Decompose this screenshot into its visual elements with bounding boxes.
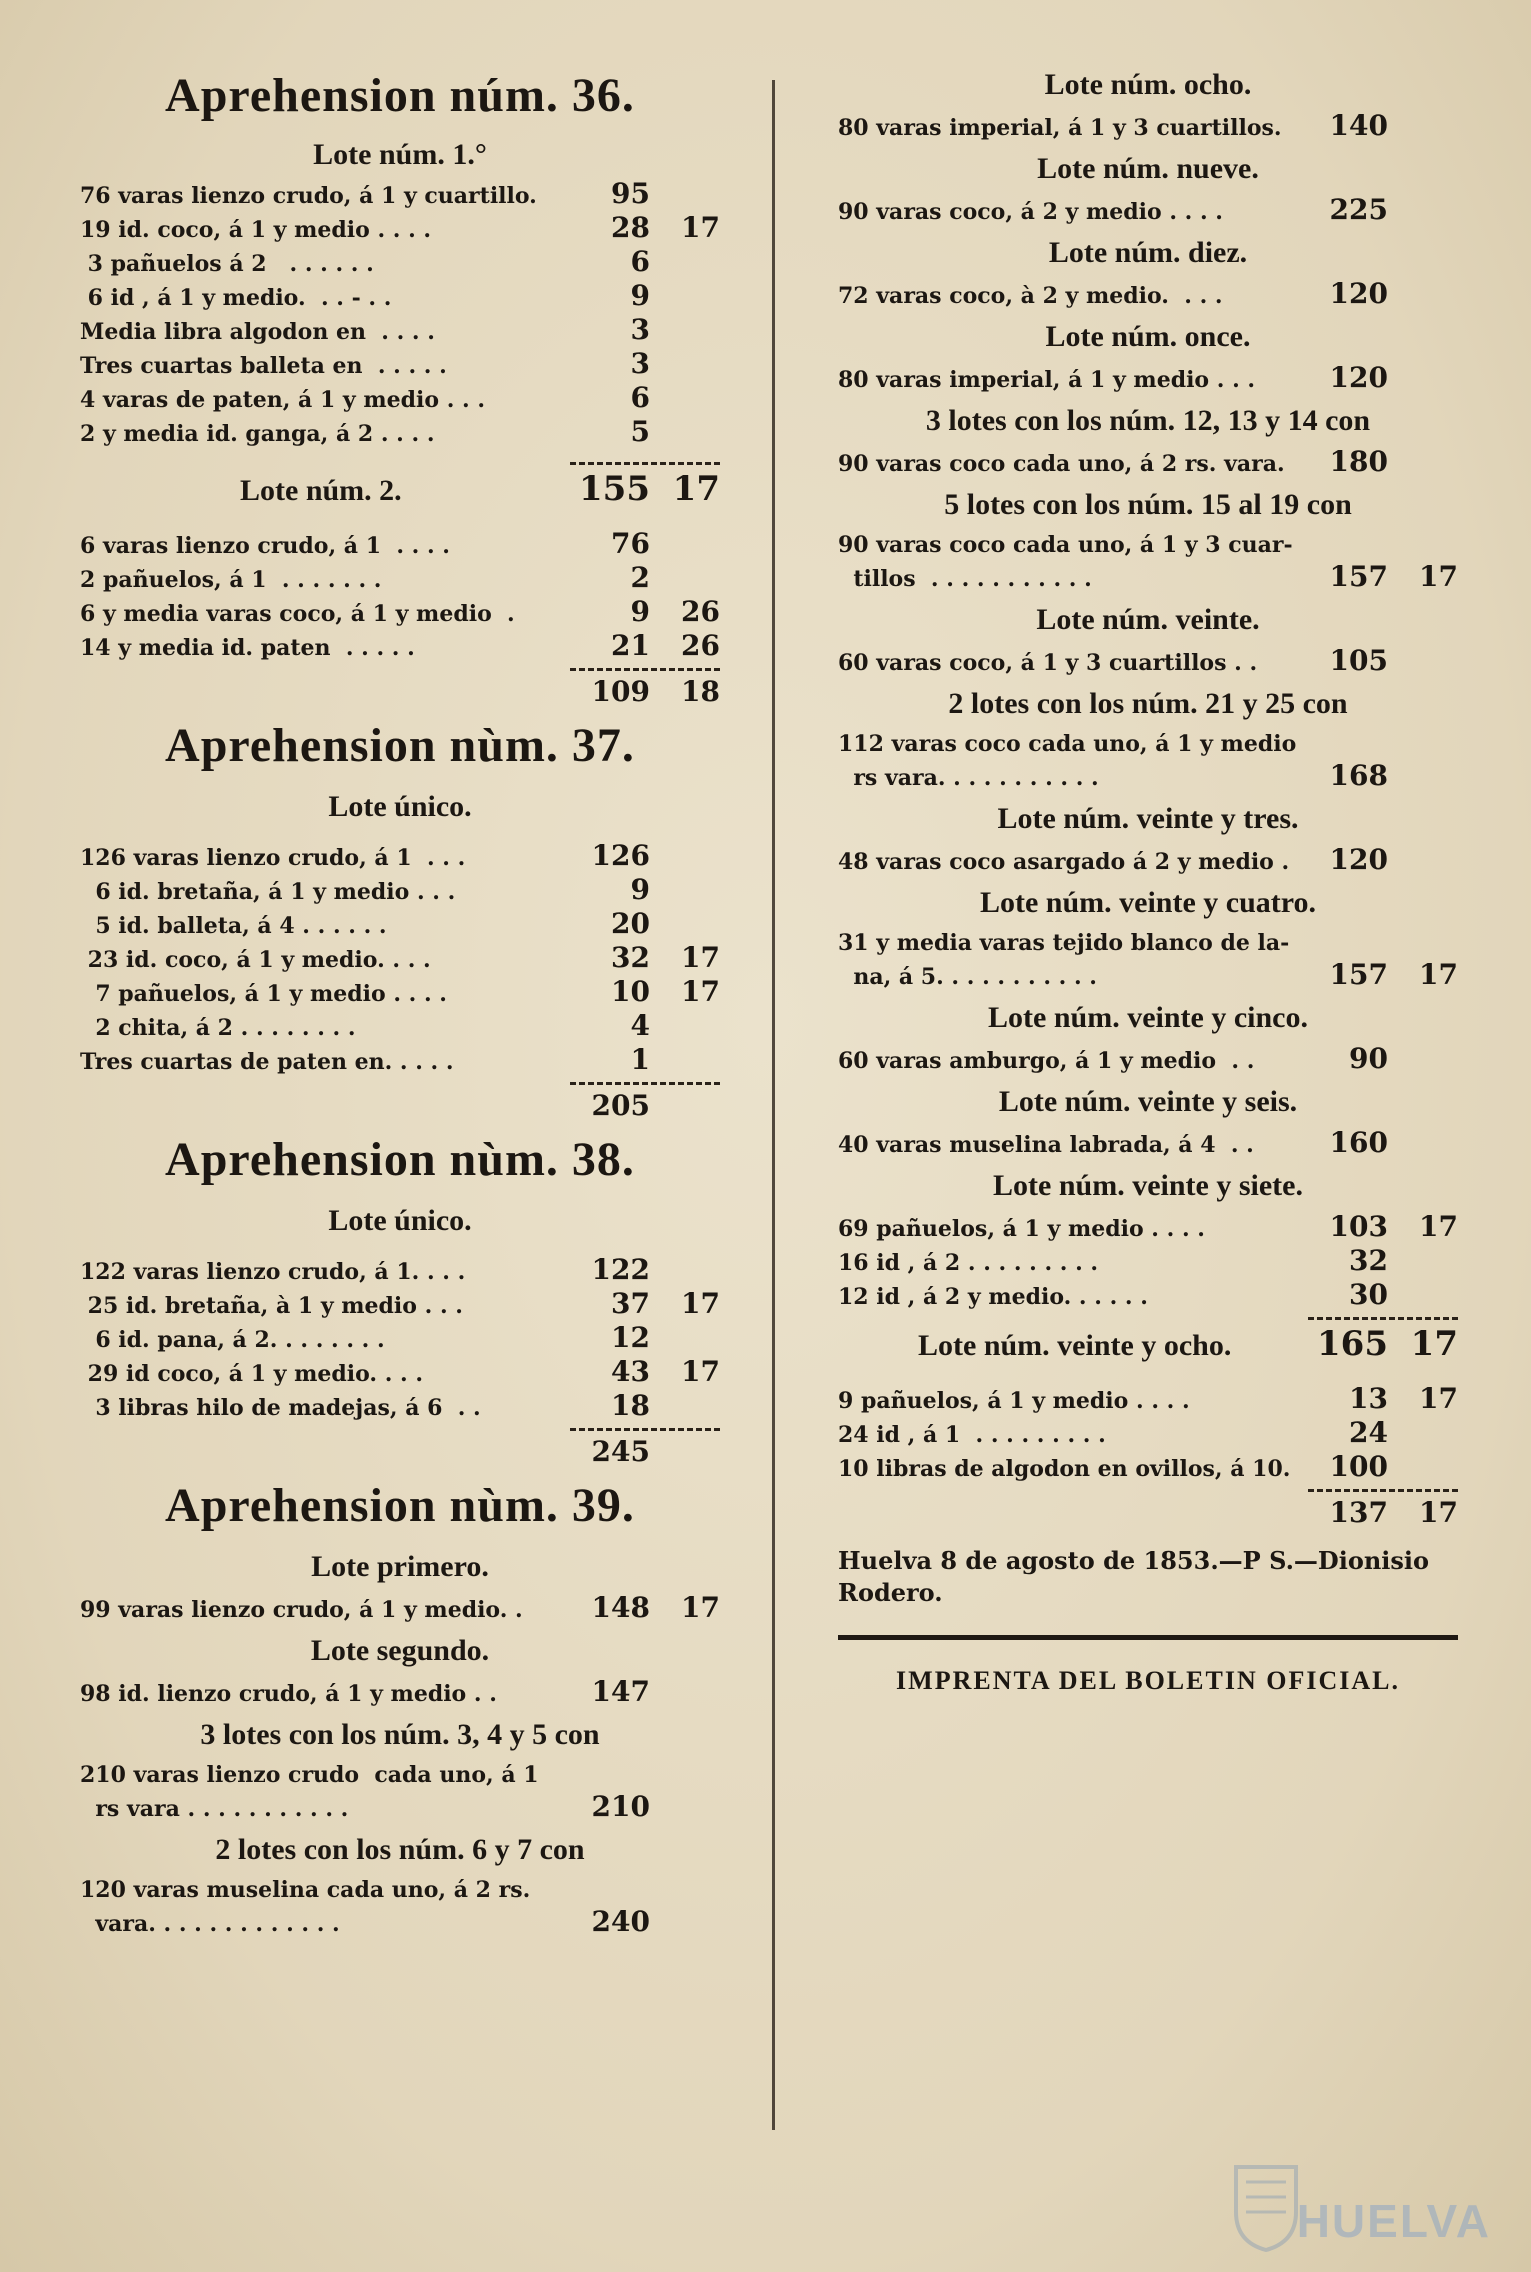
ledger-row — [80, 840, 720, 874]
amount-reales: 30 — [1349, 1278, 1388, 1311]
item-description: 90 varas coco cada uno, á 1 y 3 cuar- — [838, 532, 1293, 558]
item-description: na, á 5. . . . . . . . . . . — [838, 964, 1097, 990]
item-description: rs vara . . . . . . . . . . . — [80, 1796, 349, 1822]
amount-reales: 168 — [1329, 759, 1388, 792]
ledger-row — [838, 760, 1458, 794]
ledger-row — [80, 178, 720, 212]
item-description: 23 id. coco, á 1 y medio. . . . — [80, 947, 431, 973]
subtotal-cents: 17 — [672, 469, 720, 509]
amount-maravedis: 17 — [1419, 958, 1458, 991]
sum-rule — [838, 1313, 1458, 1323]
item-description: 72 varas coco, à 2 y medio. . . . — [838, 283, 1223, 309]
ledger-row — [80, 630, 720, 664]
item-description: 98 id. lienzo crudo, á 1 y medio . . — [80, 1681, 497, 1707]
ledger-row — [80, 1010, 720, 1044]
lote-heading: Lote núm. veinte y seis. — [998, 1085, 1298, 1118]
item-description: 4 varas de paten, á 1 y medio . . . — [80, 387, 486, 413]
amount-reales: 1 — [630, 1043, 650, 1076]
total-value: 205 — [591, 1089, 650, 1122]
total-value: 109 — [591, 675, 650, 708]
subtotal-value: 165 — [1317, 1324, 1388, 1364]
aprehension-37-heading: Aprehension nùm. 37. — [165, 719, 635, 772]
sum-rule — [838, 1485, 1458, 1495]
amount-reales: 20 — [611, 907, 650, 940]
item-description: 120 varas muselina cada uno, á 2 rs. — [80, 1877, 531, 1903]
item-description: 24 id , á 1 . . . . . . . . . — [838, 1422, 1106, 1448]
left-column — [80, 60, 720, 1940]
ap39-l1-list — [80, 1592, 720, 1626]
amount-reales: 90 — [1349, 1042, 1388, 1075]
ledger-row — [80, 1906, 720, 1940]
ledger-row — [80, 348, 720, 382]
lote-2-list — [80, 528, 720, 664]
item-description: Tres cuartas de paten en. . . . . — [80, 1049, 454, 1075]
ledger-row — [838, 1279, 1458, 1313]
aprehension-39-heading: Aprehension nùm. 39. — [165, 1479, 635, 1532]
ledger-row — [838, 446, 1458, 480]
amount-maravedis: 17 — [681, 1355, 720, 1388]
ledger-row — [838, 729, 1458, 760]
sum-rule — [80, 1424, 720, 1434]
ledger-row — [838, 110, 1458, 144]
item-description: 6 varas lienzo crudo, á 1 . . . . — [80, 533, 450, 559]
item-description: 80 varas imperial, á 1 y 3 cuartillos. — [838, 115, 1282, 141]
ledger-row — [80, 246, 720, 280]
amount-reales: 2 — [630, 561, 650, 594]
lote-heading: Lote núm. nueve. — [1037, 152, 1259, 185]
lote-primero-heading: Lote primero. — [311, 1550, 489, 1583]
item-description: 76 varas lienzo crudo, á 1 y cuartillo. — [80, 183, 537, 209]
ledger-row — [80, 874, 720, 908]
amount-reales: 6 — [630, 245, 650, 278]
aprehension-36-heading: Aprehension núm. 36. — [165, 69, 635, 122]
ledger-row — [80, 1791, 720, 1825]
total-row — [838, 1495, 1458, 1531]
amount-reales: 157 — [1329, 560, 1388, 593]
ledger-row — [80, 416, 720, 450]
amount-reales: 24 — [1349, 1416, 1388, 1449]
amount-reales: 210 — [591, 1790, 650, 1823]
ap39-l4-list — [80, 1875, 720, 1940]
lote-28-list — [838, 1383, 1458, 1485]
ledger-row — [80, 1390, 720, 1424]
ledger-row — [80, 1254, 720, 1288]
ledger-row — [838, 194, 1458, 228]
ledger-row — [838, 530, 1458, 561]
ledger-row — [80, 562, 720, 596]
item-description: 2 y media id. ganga, á 2 . . . . — [80, 421, 435, 447]
amount-maravedis: 17 — [681, 211, 720, 244]
ledger-row — [80, 212, 720, 246]
amount-reales: 13 — [1349, 1382, 1388, 1415]
amount-reales: 95 — [611, 177, 650, 210]
ledger-row — [80, 976, 720, 1010]
item-description: 6 id. pana, á 2. . . . . . . . — [80, 1327, 385, 1353]
item-description: 122 varas lienzo crudo, á 1. . . . — [80, 1259, 466, 1285]
amount-reales: 9 — [630, 595, 650, 628]
item-description: 99 varas lienzo crudo, á 1 y medio. . — [80, 1597, 523, 1623]
lote-heading: Lote núm. once. — [1045, 320, 1251, 353]
ledger-row — [80, 1676, 720, 1710]
total-value: 245 — [591, 1435, 650, 1468]
lotes-6-7-heading: 2 lotes con los núm. 6 y 7 con — [215, 1833, 585, 1866]
item-description: 10 libras de algodon en ovillos, á 10. — [838, 1456, 1291, 1482]
amount-reales: 120 — [1329, 361, 1388, 394]
amount-reales: 37 — [611, 1287, 650, 1320]
signature-line: Huelva 8 de agosto de 1853.—P S.—Dionisio Rodero. — [838, 1546, 1430, 1607]
ledger-row — [80, 908, 720, 942]
item-description: 7 pañuelos, á 1 y medio . . . . — [80, 981, 447, 1007]
lote-28-heading: Lote núm. veinte y ocho. — [918, 1329, 1232, 1362]
lote-2-heading-row — [80, 468, 720, 514]
amount-reales: 28 — [611, 211, 650, 244]
lote-1-list — [80, 178, 720, 450]
amount-reales: 103 — [1329, 1210, 1388, 1243]
item-description: 31 y media varas tejido blanco de la- — [838, 930, 1290, 956]
ledger-row — [838, 645, 1458, 679]
item-description: 6 y media varas coco, á 1 y medio . — [80, 601, 515, 627]
amount-reales: 105 — [1329, 644, 1388, 677]
lote-unico-heading: Lote único. — [328, 790, 472, 823]
item-description: 6 id. bretaña, á 1 y medio . . . — [80, 879, 456, 905]
amount-reales: 12 — [611, 1321, 650, 1354]
ledger-row — [838, 1417, 1458, 1451]
lote-heading: Lote núm. ocho. — [1044, 68, 1252, 101]
printer-imprint: IMPRENTA DEL BOLETIN OFICIAL. — [896, 1666, 1400, 1695]
amount-reales: 18 — [611, 1389, 650, 1422]
amount-reales: 100 — [1329, 1450, 1388, 1483]
item-description: 48 varas coco asargado á 2 y medio . — [838, 849, 1290, 875]
item-description: 2 pañuelos, á 1 . . . . . . . — [80, 567, 382, 593]
total-cents — [650, 1434, 720, 1470]
item-description: 60 varas amburgo, á 1 y medio . . — [838, 1048, 1255, 1074]
amount-reales: 4 — [630, 1009, 650, 1042]
item-description: 2 chita, á 2 . . . . . . . . — [80, 1015, 356, 1041]
total-value: 137 — [1329, 1496, 1388, 1529]
item-description: 60 varas coco, á 1 y 3 cuartillos . . — [838, 650, 1258, 676]
amount-reales: 160 — [1329, 1126, 1388, 1159]
ap39-l2-list — [80, 1676, 720, 1710]
lote-28-heading-row — [838, 1323, 1458, 1369]
item-description: 5 id. balleta, á 4 . . . . . . — [80, 913, 387, 939]
ledger-row — [838, 1383, 1458, 1417]
lote-heading: Lote núm. veinte y cuatro. — [979, 886, 1317, 919]
amount-reales: 225 — [1329, 193, 1388, 226]
ledger-row — [838, 1211, 1458, 1245]
amount-reales: 148 — [591, 1591, 650, 1624]
ledger-row — [80, 1592, 720, 1626]
lote-2-heading: Lote núm. 2. — [240, 474, 402, 507]
ledger-row — [80, 314, 720, 348]
amount-reales: 180 — [1329, 445, 1388, 478]
ledger-row — [80, 1356, 720, 1390]
lote-1-heading: Lote núm. 1.° — [313, 138, 487, 171]
amount-reales: 120 — [1329, 277, 1388, 310]
item-description: 210 varas lienzo crudo cada uno, á 1 — [80, 1762, 539, 1788]
lote-heading: 2 lotes con los núm. 21 y 25 con — [948, 687, 1348, 720]
amount-maravedis: 26 — [681, 595, 720, 628]
item-description: 3 pañuelos á 2 . . . . . . — [80, 251, 374, 277]
amount-reales: 122 — [591, 1253, 650, 1286]
amount-maravedis: 17 — [681, 1591, 720, 1624]
archive-shield-icon — [1231, 2162, 1301, 2252]
item-description: 14 y media id. paten . . . . . — [80, 635, 415, 661]
right-lote-blocks — [838, 60, 1458, 1313]
total-cents: 18 — [681, 675, 720, 708]
amount-reales: 140 — [1329, 109, 1388, 142]
amount-reales: 147 — [591, 1675, 650, 1708]
item-description: 69 pañuelos, á 1 y medio . . . . — [838, 1216, 1205, 1242]
amount-reales: 9 — [630, 279, 650, 312]
amount-reales: 9 — [630, 873, 650, 906]
lote-heading: Lote núm. veinte y siete. — [993, 1169, 1303, 1202]
ledger-row — [80, 1288, 720, 1322]
amount-maravedis: 26 — [681, 629, 720, 662]
item-description: 16 id , á 2 . . . . . . . . . — [838, 1250, 1099, 1276]
total-cents — [650, 1088, 720, 1124]
ledger-row — [80, 280, 720, 314]
item-description: vara. . . . . . . . . . . . . — [80, 1911, 340, 1937]
sum-rule — [80, 664, 720, 674]
ap39-l3-list — [80, 1760, 720, 1825]
amount-reales: 157 — [1329, 958, 1388, 991]
lote-heading: Lote núm. veinte y cinco. — [988, 1001, 1308, 1034]
lote-unico-heading: Lote único. — [328, 1204, 472, 1237]
ledger-row — [80, 1322, 720, 1356]
amount-reales: 3 — [630, 313, 650, 346]
amount-maravedis: 17 — [1419, 1382, 1458, 1415]
amount-reales: 240 — [591, 1905, 650, 1938]
ledger-row — [80, 1875, 720, 1906]
amount-reales: 32 — [611, 941, 650, 974]
item-description: 12 id , á 2 y medio. . . . . . — [838, 1284, 1148, 1310]
ledger-row — [838, 1043, 1458, 1077]
amount-maravedis: 17 — [1419, 560, 1458, 593]
item-description: 126 varas lienzo crudo, á 1 . . . — [80, 845, 466, 871]
lote-heading: 5 lotes con los núm. 15 al 19 con — [944, 488, 1352, 521]
ledger-row — [80, 528, 720, 562]
item-description: 90 varas coco cada uno, á 2 rs. vara. — [838, 451, 1285, 477]
amount-reales: 3 — [630, 347, 650, 380]
amount-reales: 76 — [611, 527, 650, 560]
ledger-row — [838, 844, 1458, 878]
total-row — [80, 674, 720, 710]
subtotal-cents: 17 — [1410, 1324, 1458, 1364]
aprehension-38-heading: Aprehension nùm. 38. — [165, 1133, 635, 1186]
item-description: Tres cuartas balleta en . . . . . — [80, 353, 447, 379]
footer-rule — [838, 1635, 1458, 1640]
total-row — [80, 1088, 720, 1124]
lote-segundo-heading: Lote segundo. — [310, 1634, 490, 1667]
lote-heading: Lote núm. diez. — [1048, 236, 1248, 269]
item-description: 19 id. coco, á 1 y medio . . . . — [80, 217, 432, 243]
ledger-row — [80, 596, 720, 630]
ledger-row — [838, 1127, 1458, 1161]
amount-reales: 5 — [630, 415, 650, 448]
ap38-list — [80, 1254, 720, 1424]
ap37-list — [80, 840, 720, 1078]
amount-maravedis: 17 — [681, 975, 720, 1008]
item-description: 29 id coco, á 1 y medio. . . . — [80, 1361, 424, 1387]
amount-maravedis: 17 — [681, 1287, 720, 1320]
amount-reales: 120 — [1329, 843, 1388, 876]
column-divider — [772, 80, 775, 2130]
archive-watermark: HUELVA — [1296, 2195, 1491, 2247]
item-description: 25 id. bretaña, à 1 y medio . . . — [80, 1293, 463, 1319]
item-description: rs vara. . . . . . . . . . . — [838, 765, 1099, 791]
item-description: 112 varas coco cada uno, á 1 y medio — [838, 731, 1296, 757]
ledger-row — [80, 1044, 720, 1078]
item-description: tillos . . . . . . . . . . . — [838, 566, 1092, 592]
item-description: 80 varas imperial, á 1 y medio . . . — [838, 367, 1256, 393]
right-column — [838, 60, 1458, 1696]
amount-reales: 6 — [630, 381, 650, 414]
ledger-row — [838, 561, 1458, 595]
item-description: 9 pañuelos, á 1 y medio . . . . — [838, 1388, 1190, 1414]
sum-rule — [80, 458, 720, 468]
item-description: 40 varas muselina labrada, á 4 . . — [838, 1132, 1254, 1158]
item-description: Media libra algodon en . . . . — [80, 319, 435, 345]
total-cents: 17 — [1419, 1496, 1458, 1529]
total-row — [80, 1434, 720, 1470]
lote-heading: Lote núm. veinte y tres. — [997, 802, 1299, 835]
lote-heading: 3 lotes con los núm. 12, 13 y 14 con — [925, 404, 1371, 437]
amount-reales: 32 — [1349, 1244, 1388, 1277]
ledger-row — [838, 959, 1458, 993]
item-description: 90 varas coco, á 2 y medio . . . . — [838, 199, 1223, 225]
lote-heading: Lote núm. veinte. — [1036, 603, 1260, 636]
amount-reales: 10 — [611, 975, 650, 1008]
amount-reales: 43 — [611, 1355, 650, 1388]
ledger-row — [838, 362, 1458, 396]
item-description: 3 libras hilo de madejas, á 6 . . — [80, 1395, 481, 1421]
amount-maravedis: 17 — [1419, 1210, 1458, 1243]
ledger-row — [838, 278, 1458, 312]
amount-maravedis: 17 — [681, 941, 720, 974]
ledger-row — [80, 382, 720, 416]
subtotal-value: 155 — [579, 469, 650, 509]
ledger-row — [80, 942, 720, 976]
ledger-row — [80, 1760, 720, 1791]
ledger-row — [838, 1451, 1458, 1485]
item-description: 6 id , á 1 y medio. . . - . . — [80, 285, 392, 311]
ledger-row — [838, 1245, 1458, 1279]
amount-reales: 126 — [591, 839, 650, 872]
ledger-row — [838, 928, 1458, 959]
lotes-3-5-heading: 3 lotes con los núm. 3, 4 y 5 con — [200, 1718, 600, 1751]
amount-reales: 21 — [611, 629, 650, 662]
sum-rule — [80, 1078, 720, 1088]
